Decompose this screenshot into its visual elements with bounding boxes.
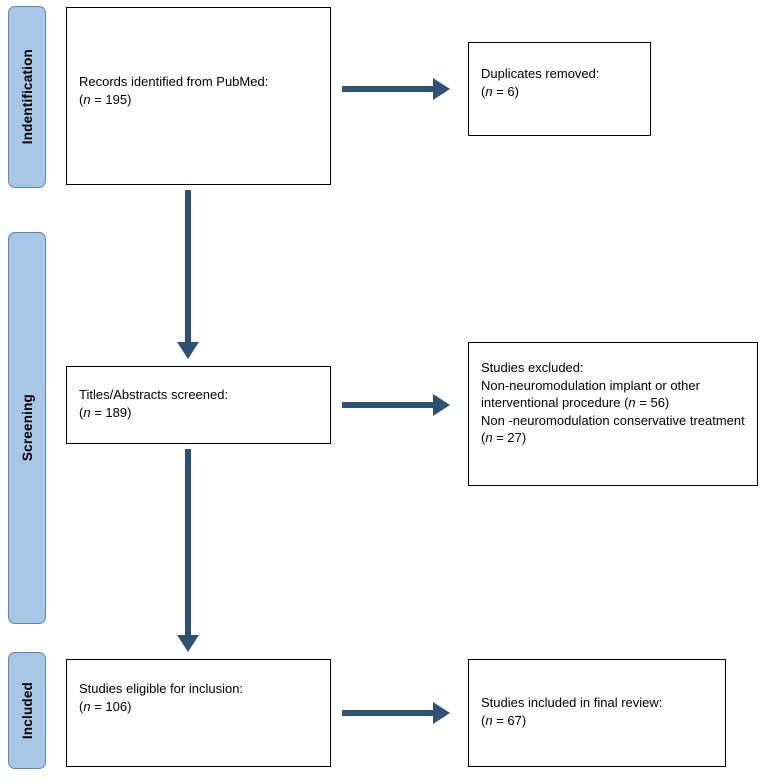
node-records-identified: [66, 7, 331, 185]
arrow-eligible-to-included: [342, 710, 436, 716]
arrow-screened-to-excluded: [342, 402, 436, 408]
arrow-identified-to-duplicates-head: [433, 78, 450, 100]
arrow-screened-to-excluded-head: [433, 394, 450, 416]
stage-label-included-text: Included: [19, 681, 35, 740]
arrow-screened-to-eligible: [185, 449, 191, 637]
node-duplicates-removed-text: Duplicates removed: (n = 6): [481, 66, 600, 99]
arrow-eligible-to-included-head: [433, 702, 450, 724]
node-studies-excluded: [468, 342, 758, 486]
node-studies-excluded-text: Studies excluded: Non-neuromodulation implant or other interventional procedure (n = 56) Non -neuromodulation conservative treatment (n = 27): [481, 360, 745, 446]
node-titles-abstracts-screened-text: Titles/Abstracts screened: (n = 189): [79, 387, 229, 420]
stage-label-identification: [8, 6, 46, 188]
stage-label-included: [8, 652, 46, 769]
arrow-screened-to-eligible-head: [177, 635, 199, 652]
stage-label-identification-text: Indentification: [19, 49, 35, 145]
arrow-identified-to-screened-head: [177, 342, 199, 359]
node-studies-eligible: [66, 659, 331, 767]
node-records-identified-text: Records identified from PubMed: (n = 195): [79, 74, 269, 107]
stage-label-screening-text: Screening: [19, 394, 35, 462]
node-titles-abstracts-screened: [66, 366, 331, 444]
node-duplicates-removed: [468, 42, 651, 136]
node-studies-eligible-text: Studies eligible for inclusion: (n = 106): [79, 681, 244, 714]
arrow-identified-to-duplicates: [342, 86, 436, 92]
arrow-identified-to-screened: [185, 190, 191, 344]
stage-label-screening: [8, 232, 46, 624]
node-studies-included-text: Studies included in final review: (n = 67): [481, 695, 663, 728]
node-studies-included: [468, 659, 726, 767]
